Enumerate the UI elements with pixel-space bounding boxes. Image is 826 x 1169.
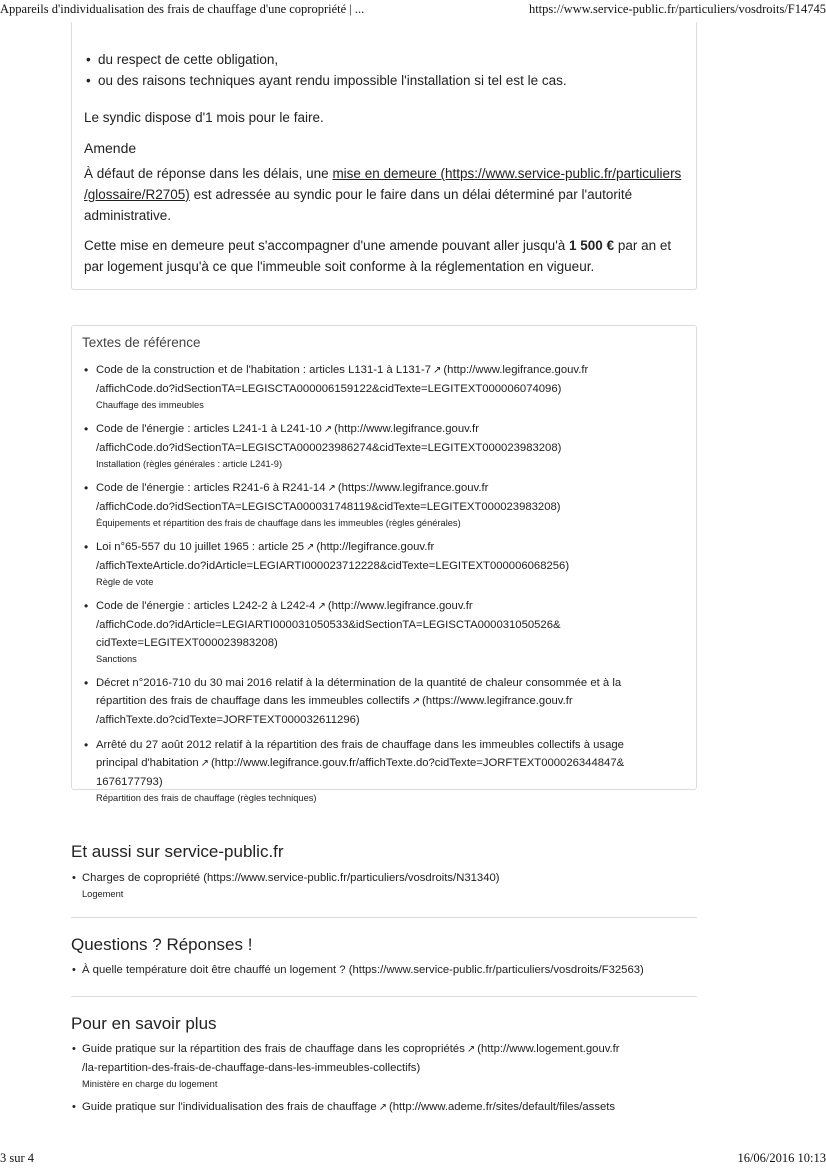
list-item: • du respect de cette obligation,: [86, 49, 567, 70]
reference-item[interactable]: • Arrêté du 27 août 2012 relatif à la répartition des frais de chauffage dans les immeubles collectifs à usage principal d'habitation ↗ (http://www.legifrance.gouv.fr/affichTexte.do?cidTexte=JORFTEXT000026344847& 1676177793) Répartition des frais de chauffage (règles techniques): [84, 736, 644, 806]
reference-subtitle: Répartition des frais de chauffage (règles techniques): [96, 793, 317, 803]
external-link-icon: ↗: [323, 424, 333, 435]
amende-heading: Amende: [84, 140, 137, 156]
references-title: Textes de référence: [82, 335, 201, 350]
reference-item[interactable]: • Décret n°2016-710 du 30 mai 2016 relatif à la détermination de la quantité de chaleur consommée et à la répartition des frais de chauffage dans les immeubles collectifs ↗ (https://www.legifrance.gouv.fr /affichTexte.do?cidTexte=JORFTEXT000032611296): [84, 674, 644, 729]
reference-item[interactable]: • Code de la construction et de l'habitation : articles L131-1 à L131-7 ↗ (http://www.legifrance.gouv.fr /affichCode.do?idSectionTA=LEGISCTA000006159122&cidTexte=LEGITEXT000006074096) Chauffage des immeubles: [84, 361, 644, 413]
list-item: • ou des raisons techniques ayant rendu impossible l'installation si tel est le cas.: [86, 70, 567, 91]
references-card: [71, 325, 697, 803]
reference-item[interactable]: • Code de l'énergie : articles L242-2 à L242-4 ↗ (http://www.legifrance.gouv.fr /affichCode.do?idArticle=LEGIARTI000031050533&idSectionTA=LEGISCTA000031050526& cidTexte=LEGITEXT000023983208) Sanctions: [84, 597, 644, 667]
reference-subtitle: Chauffage des immeubles: [96, 400, 204, 410]
external-link-icon: ↗: [306, 542, 315, 553]
see-also-title: Et aussi sur service-public.fr: [71, 842, 284, 861]
amende-p1-text-end: est adressée au syndic pour le faire dans un délai déterminé par l'autorité administrative.: [84, 187, 633, 223]
references-list: [84, 361, 644, 813]
external-link-icon: ↗: [327, 483, 336, 494]
amende-amount: 1 500 €: [569, 238, 615, 253]
syndic-delay-text: Le syndic dispose d'1 mois pour le faire.: [84, 110, 324, 125]
external-link-icon: ↗: [466, 1044, 476, 1055]
amende-paragraph-1: [84, 163, 684, 226]
more-item[interactable]: • Guide pratique sur l'individualisation des frais de chauffage ↗ (http://www.ademe.fr/sites/default/files/assets: [72, 1098, 682, 1117]
reference-subtitle: Règle de vote: [96, 577, 154, 587]
faq-item[interactable]: • À quelle température doit être chauffé un logement ? (https://www.service-public.fr/particuliers/vosdroits/F32563): [72, 961, 682, 979]
faq-title: Questions ? Réponses !: [71, 935, 253, 954]
content-card: [71, 22, 697, 290]
more-item[interactable]: • Guide pratique sur la répartition des frais de chauffage dans les copropriétés ↗ (http://www.logement.gouv.fr /la-repartition-des-frais-de-chauffage-dans-les-immeubles-collectifs) Ministère en charge du logement: [72, 1040, 682, 1091]
faq-list: [72, 961, 682, 986]
amende-paragraph-2: Cette mise en demeure peut s'accompagner d'une amende pouvant aller jusqu'à 1 500 € par an et par logement jusqu'à ce que l'immeuble soit conforme à la réglementation en vigueur.: [84, 238, 672, 274]
more-title: Pour en savoir plus: [71, 1014, 217, 1033]
reference-subtitle: Installation (règles générales : article L241-9): [96, 459, 283, 469]
more-subtitle: Ministère en charge du logement: [82, 1079, 218, 1089]
print-footer-page: 3 sur 4: [0, 1151, 35, 1165]
see-also-item[interactable]: • Charges de copropriété (https://www.service-public.fr/particuliers/vosdroits/N31340) Logement: [72, 869, 682, 901]
external-link-icon: ↗: [317, 601, 326, 612]
obligation-list: [86, 49, 567, 91]
print-header-url: https://www.service-public.fr/particuliers/vosdroits/F14745: [528, 2, 826, 16]
mise-en-demeure-link[interactable]: mise en demeure (https://www.service-public.fr/particuliers /glossaire/R2705): [84, 166, 682, 202]
reference-subtitle: Équipements et répartition des frais de chauffage dans les immeubles (règles générales): [96, 518, 461, 528]
see-also-subtitle: Logement: [82, 889, 124, 899]
more-list: [72, 1040, 682, 1124]
section-divider: [71, 917, 697, 918]
reference-subtitle: Sanctions: [96, 654, 137, 664]
reference-item[interactable]: • Code de l'énergie : articles L241-1 à L241-10 ↗ (http://www.legifrance.gouv.fr /affichCode.do?idSectionTA=LEGISCTA000023986274&cidTexte=LEGITEXT000023983208) Installation (règles générales : article L241-9): [84, 420, 644, 472]
print-footer-datetime: 16/06/2016 10:13: [737, 1151, 826, 1165]
external-link-icon: ↗: [411, 696, 421, 707]
external-link-icon: ↗: [200, 758, 210, 769]
print-header-title: Appareils d'individualisation des frais de chauffage d'une copropriété | ...: [0, 2, 365, 16]
reference-item[interactable]: • Code de l'énergie : articles R241-6 à R241-14 ↗ (https://www.legifrance.gouv.fr /affichCode.do?idSectionTA=LEGISCTA000031748119&cidTexte=LEGITEXT000023983208) Équipements et répartition des frais de chauffage dans les immeubles (règles générales): [84, 479, 644, 531]
amende-p1-text: À défaut de réponse dans les délais, une: [84, 166, 333, 181]
external-link-icon: ↗: [433, 365, 442, 376]
reference-item[interactable]: • Loi n°65-557 du 10 juillet 1965 : article 25 ↗ (http://legifrance.gouv.fr /affichTexteArticle.do?idArticle=LEGIARTI000023712228&cidTexte=LEGITEXT000006068256) Règle de vote: [84, 538, 644, 590]
section-divider: [71, 996, 697, 997]
external-link-icon: ↗: [378, 1102, 387, 1113]
see-also-list: [72, 869, 682, 908]
